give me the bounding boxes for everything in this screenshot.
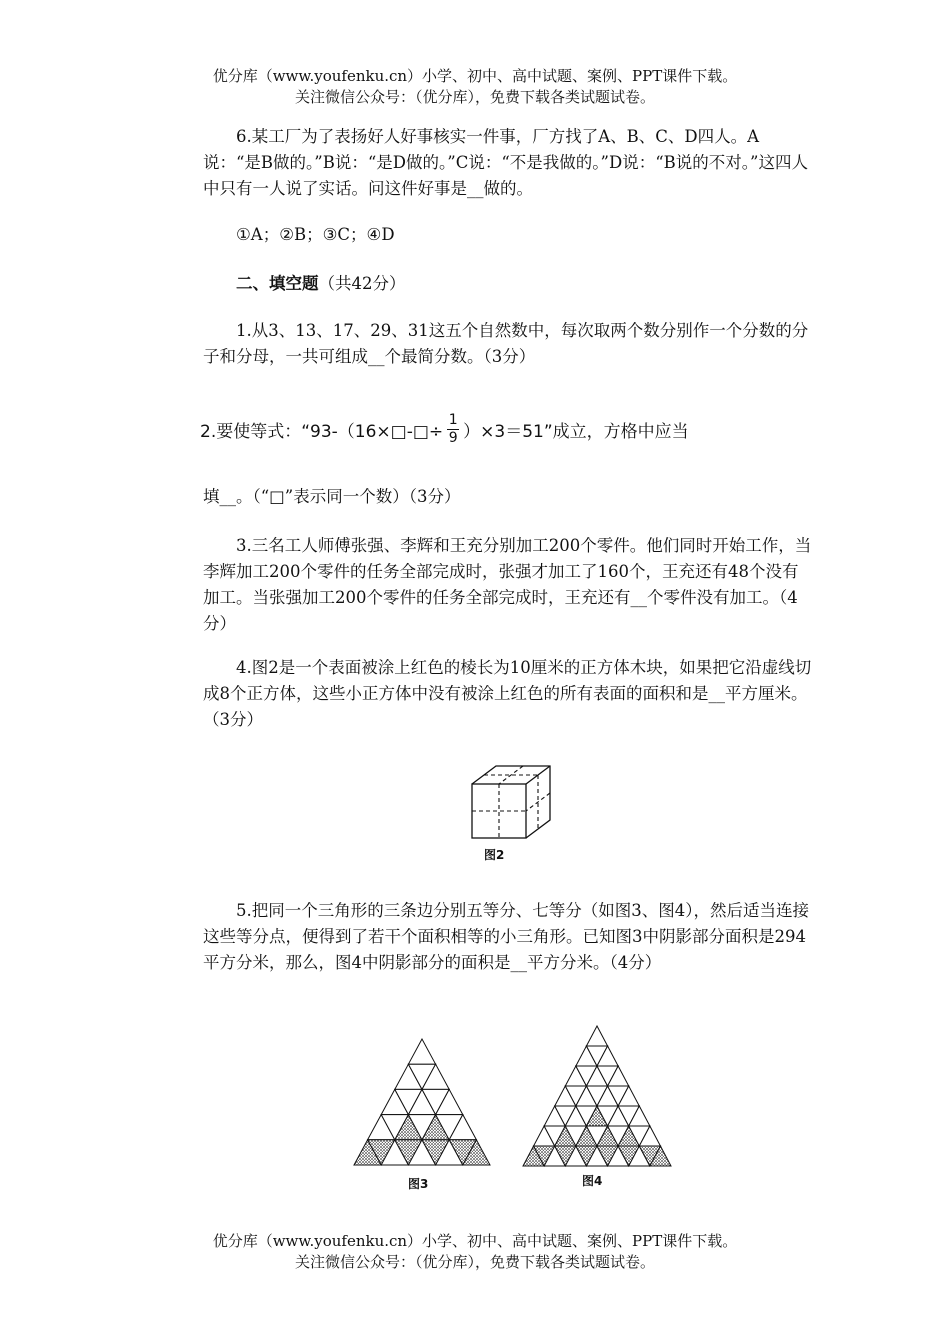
footer-line-2: 关注微信公众号：（优分库），免费下载各类试题试卷。 <box>294 1253 655 1271</box>
equation-left: 2.要使等式：“93-（16×□-□÷ <box>200 422 444 442</box>
fill-question-2-equation <box>200 412 689 447</box>
fill-question-5: 5.把同一个三角形的三条边分别五等分、七等分（如图3、图4），然后适当连接这些等分点，便得到了若干个面积相等的小三角形。已知图3中阴影部分面积是294平方分米，那么，图4中阴影部分的面积是__平方分米。（4分） <box>203 901 809 972</box>
fraction-one-ninth <box>447 412 459 447</box>
up-triangle <box>586 1026 607 1046</box>
fraction-numerator: 1 <box>448 412 458 428</box>
triangle-grid-5 <box>350 1035 495 1170</box>
question-6: 6.某工厂为了表扬好人好事核实一件事，厂方找了A、B、C、D四人。A说：“是B做的。”B说：“是D做的。”C说：“不是我做的。”D说：“B说的不对。”这四人中只有一人说了实话。问这件好事是__做的。 <box>203 127 808 198</box>
section-2-heading <box>203 271 813 297</box>
fill-question-2-cont: 填__。（“□”表示同一个数）（3分） <box>203 487 461 506</box>
fill-question-3: 3.三名工人师傅张强、李辉和王充分别加工200个零件。他们同时开始工作，当李辉加工200个零件的任务全部完成时，张强才加工了160个，王充还有48个没有加工。当张强加工200个零件的任务全部完成时，王充还有__个零件没有加工。（4分） <box>203 536 812 633</box>
page-footer <box>0 1231 950 1273</box>
figure-4 <box>520 1022 675 1192</box>
equation-right: ）×3＝51”成立，方格中应当 <box>463 422 689 442</box>
up-triangle <box>408 1039 435 1064</box>
page-header <box>0 66 950 108</box>
triangle-grid-7 <box>520 1022 675 1170</box>
header-line-2: 关注微信公众号：（优分库），免费下载各类试题试卷。 <box>294 88 655 106</box>
figure-2 <box>466 760 556 864</box>
section-2-title: 二、填空题 <box>236 274 319 293</box>
cube-diagram <box>466 760 556 842</box>
question-6-options: ①A；②B；③C；④D <box>236 225 395 244</box>
figure-3 <box>350 1035 495 1195</box>
fill-question-4: 4.图2是一个表面被涂上红色的棱长为10厘米的正方体木块，如果把它沿虚线切成8个正方体，这些小正方体中没有被涂上红色的所有表面的面积和是__平方厘米。（3分） <box>203 658 812 729</box>
fraction-denominator: 9 <box>448 430 458 446</box>
figure-2-caption: 图2 <box>484 848 505 862</box>
header-line-1: 优分库（www.youfenku.cn）小学、初中、高中试题、案例、PPT课件下载。 <box>212 67 738 85</box>
figure-3-caption: 图3 <box>408 1177 429 1191</box>
figure-4-caption: 图4 <box>582 1174 603 1188</box>
fill-question-1: 1.从3、13、17、29、31这五个自然数中，每次取两个数分别作一个分数的分子和分母，一共可组成__个最简分数。（3分） <box>203 321 809 366</box>
section-2-score: （共42分） <box>318 274 406 293</box>
footer-line-1: 优分库（www.youfenku.cn）小学、初中、高中试题、案例、PPT课件下载。 <box>212 1232 738 1250</box>
